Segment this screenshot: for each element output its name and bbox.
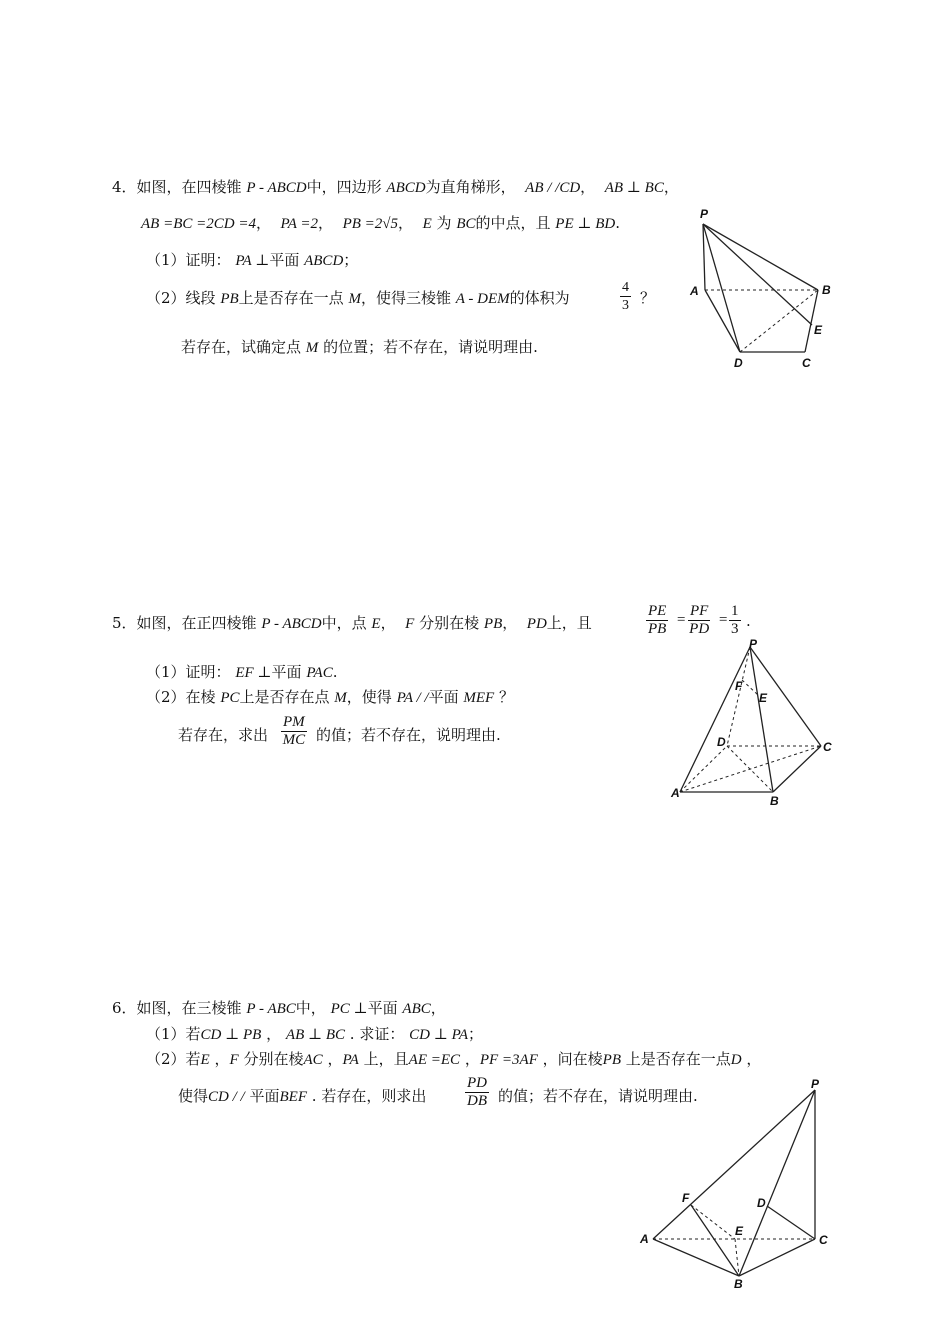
figure-5-pyramid xyxy=(665,635,845,810)
label-A: A xyxy=(690,284,699,298)
label-F: F xyxy=(735,679,743,693)
fraction-1-3: $\frac{1}{3}$ xyxy=(731,603,739,637)
label-B: B xyxy=(770,794,779,808)
figure-4-pyramid xyxy=(680,200,840,375)
edge-PA xyxy=(703,224,705,290)
label-P: P xyxy=(749,637,758,651)
figure-6-pyramid xyxy=(635,1078,835,1293)
period: . xyxy=(746,612,751,630)
label-D: D xyxy=(757,1196,766,1210)
problem-5-part-1: （1）证明： EF ⊥平面 PAC. xyxy=(146,663,338,681)
edge-PB xyxy=(703,224,818,290)
edge-DC xyxy=(767,1206,815,1239)
problem-4-line-2: AB =BC =2CD =4， PA =2， PB =2√5， E 为 BC的中点，且 PE ⊥ BD. xyxy=(141,214,621,232)
equals-1: = xyxy=(676,612,687,628)
edge-PA xyxy=(653,1090,815,1239)
edge-PA xyxy=(680,647,750,792)
problem-6-part-1: （1）若CD ⊥ PB ， AB ⊥ BC . 求证： CD ⊥ PA； xyxy=(146,1025,484,1043)
label-B: B xyxy=(822,283,831,297)
fraction-PE-PB: $\frac{PE}{PB}$ xyxy=(648,603,667,637)
label-P: P xyxy=(700,207,709,221)
fraction-PD-DB: $\frac{PD}{DB}$ xyxy=(467,1075,487,1109)
label-C: C xyxy=(823,740,832,754)
edge-PD xyxy=(703,224,740,352)
fraction-4-3: $\frac{4}{3}$ xyxy=(622,280,629,313)
label-E: E xyxy=(759,691,768,705)
edge-DB-hidden xyxy=(727,746,773,792)
edge-AD-hidden xyxy=(680,746,727,792)
edge-PB xyxy=(739,1090,815,1276)
problem-5-line-1: 5．如图，在正四棱锥 P - ABCD中，点 E， F 分别在棱 PB， PD上，且 xyxy=(112,614,592,632)
problem-4-line-1: 4．如图，在四棱锥 P - ABCD中，四边形 ABCD为直角梯形， AB / /CD， AB ⊥ BC， xyxy=(112,178,679,196)
label-C: C xyxy=(802,356,811,370)
edge-AD xyxy=(705,290,740,352)
label-C: C xyxy=(819,1233,828,1247)
edge-BC xyxy=(739,1239,815,1276)
label-D: D xyxy=(717,735,726,749)
problem-6-part-2-cont-a: 使得CD / / 平面BEF . 若存在，则求出 xyxy=(178,1087,427,1105)
label-A: A xyxy=(671,786,680,800)
label-F: F xyxy=(682,1191,690,1205)
edge-PD-hidden xyxy=(727,647,750,746)
problem-5-part-2-cont-a: 若存在，求出 xyxy=(178,726,269,744)
problem-6-part-2: （2）若E ，F 分别在棱AC ，PA 上，且AE =EC ，PF =3AF ，问在棱PB 上是否存在一点D ， xyxy=(146,1050,762,1068)
problem-6-line-1: 6．如图，在三棱锥 P - ABC中， PC ⊥平面 ABC， xyxy=(112,999,446,1017)
problem-4-part-1: （1）证明： PA ⊥平面 ABCD； xyxy=(146,251,359,269)
problem-4-part-2-cont: 若存在，试确定点 M 的位置；若不存在，请说明理由. xyxy=(181,338,538,356)
fraction-PF-PD: $\frac{PF}{PD}$ xyxy=(689,603,710,637)
problem-4-part-2: （2）线段 PB上是否存在一点 M，使得三棱锥 A - DEM的体积为 xyxy=(146,289,570,307)
label-A: A xyxy=(640,1232,649,1246)
label-D: D xyxy=(734,356,743,370)
edge-PB xyxy=(750,647,773,792)
edge-BC xyxy=(773,746,821,792)
question-mark: ？ xyxy=(640,289,656,307)
edge-PE xyxy=(703,224,812,325)
label-E: E xyxy=(735,1224,744,1238)
problem-5-part-2: （2）在棱 PC上是否存在点 M，使得 PA / /平面 MEF ？ xyxy=(146,688,514,706)
problem-5-part-2-cont-b: 的值；若不存在，说明理由. xyxy=(316,726,501,744)
equals-2: = xyxy=(718,612,729,628)
label-B: B xyxy=(734,1277,743,1291)
fraction-PM-MC: $\frac{PM}{MC}$ xyxy=(282,714,306,748)
label-P: P xyxy=(811,1078,820,1091)
edge-FE-hidden xyxy=(691,1205,735,1239)
label-E: E xyxy=(814,323,823,337)
problem-6-part-2-cont-b: 的值；若不存在，请说明理由. xyxy=(498,1087,698,1105)
